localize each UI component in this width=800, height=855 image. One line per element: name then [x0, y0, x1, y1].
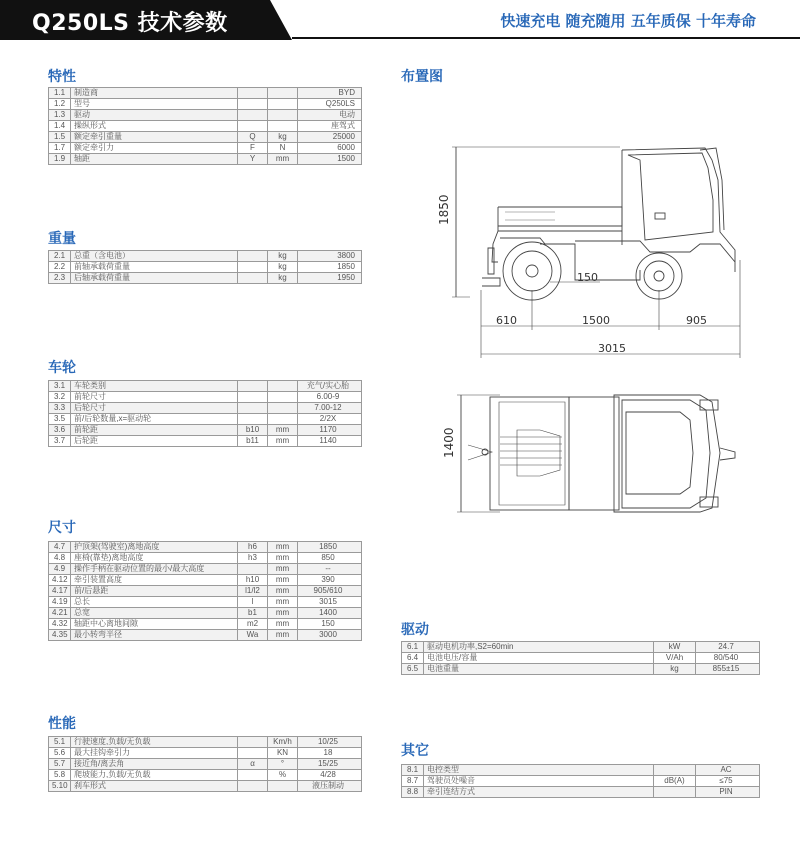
- table-row: [49, 608, 362, 619]
- page-title: Q250LS 技术参数: [32, 11, 228, 36]
- cell-name: 驱动电机功率,S2=60min: [424, 642, 654, 653]
- cell-sym: [238, 392, 268, 403]
- cell-name: 总重（含电池）: [71, 251, 238, 262]
- cell-unit: [654, 787, 696, 798]
- cell-sym: [238, 403, 268, 414]
- table-row: [402, 787, 760, 798]
- table-row: [49, 564, 362, 575]
- cell-name: 额定牵引重量: [71, 132, 238, 143]
- cell-name: 前轮距: [71, 425, 238, 436]
- cell-name: 电控类型: [424, 765, 654, 776]
- dim-wheelbase-label: 1500: [582, 314, 610, 327]
- cell-no: 1.7: [49, 143, 71, 154]
- table-row: [402, 642, 760, 653]
- table-row: [402, 664, 760, 675]
- cell-unit: mm: [268, 436, 298, 447]
- section-title-features: 特性: [48, 69, 76, 85]
- top-view-drawing: [440, 385, 760, 515]
- cell-name: 制造商: [71, 88, 238, 99]
- cell-val: 1170: [298, 425, 362, 436]
- cell-sym: h6: [238, 542, 268, 553]
- cell-val: 7.00-12: [298, 403, 362, 414]
- dim-length-label: 3015: [598, 342, 626, 355]
- cell-unit: [268, 781, 298, 792]
- cell-sym: [238, 737, 268, 748]
- cell-no: 5.6: [49, 748, 71, 759]
- dim-rear-overhang-label: 610: [496, 314, 517, 327]
- cell-no: 1.3: [49, 110, 71, 121]
- cell-unit: kg: [268, 132, 298, 143]
- cell-unit: [268, 381, 298, 392]
- cell-no: 2.2: [49, 262, 71, 273]
- performance-table: [48, 736, 362, 792]
- cell-no: 8.8: [402, 787, 424, 798]
- table-row: [49, 770, 362, 781]
- cell-name: 护顶架(驾驶室)离地高度: [71, 542, 238, 553]
- cell-sym: Wa: [238, 630, 268, 641]
- cell-unit: KN: [268, 748, 298, 759]
- cell-name: 后轮尺寸: [71, 403, 238, 414]
- cell-sym: h10: [238, 575, 268, 586]
- cell-name: 驾驶员处噪音: [424, 776, 654, 787]
- cell-name: 型号: [71, 99, 238, 110]
- table-row: [49, 132, 362, 143]
- cell-unit: mm: [268, 154, 298, 165]
- cell-val: 3015: [298, 597, 362, 608]
- cell-unit: [654, 765, 696, 776]
- cell-val: 3800: [298, 251, 362, 262]
- cell-no: 4.32: [49, 619, 71, 630]
- cell-unit: [268, 99, 298, 110]
- cell-no: 4.7: [49, 542, 71, 553]
- cell-val: PIN: [696, 787, 760, 798]
- cell-unit: dB(A): [654, 776, 696, 787]
- dim-height-label: 1850: [437, 194, 451, 225]
- cell-sym: [238, 748, 268, 759]
- cell-unit: [268, 414, 298, 425]
- cell-sym: Y: [238, 154, 268, 165]
- cell-name: 行驶速度,负载/无负载: [71, 737, 238, 748]
- section-title-wheels: 车轮: [48, 360, 76, 376]
- cell-sym: [238, 88, 268, 99]
- cell-unit: kg: [654, 664, 696, 675]
- table-row: [49, 251, 362, 262]
- cell-sym: [238, 414, 268, 425]
- table-row: [49, 597, 362, 608]
- cell-val: 电动: [298, 110, 362, 121]
- cell-val: 6.00-9: [298, 392, 362, 403]
- cell-no: 4.35: [49, 630, 71, 641]
- cell-no: 8.7: [402, 776, 424, 787]
- cell-val: Q250LS: [298, 99, 362, 110]
- table-row: [49, 759, 362, 770]
- cell-name: 刹车形式: [71, 781, 238, 792]
- cell-val: 座驾式: [298, 121, 362, 132]
- cell-val: 150: [298, 619, 362, 630]
- table-row: [49, 586, 362, 597]
- cell-no: 6.4: [402, 653, 424, 664]
- cell-name: 电池重量: [424, 664, 654, 675]
- cell-sym: b1: [238, 608, 268, 619]
- cell-val: 80/540: [696, 653, 760, 664]
- table-row: [402, 765, 760, 776]
- cell-unit: [268, 403, 298, 414]
- cell-name: 爬坡能力,负载/无负载: [71, 770, 238, 781]
- cell-no: 3.7: [49, 436, 71, 447]
- cell-name: 牵引装置高度: [71, 575, 238, 586]
- cell-unit: mm: [268, 608, 298, 619]
- cell-sym: [238, 121, 268, 132]
- cell-val: 4/28: [298, 770, 362, 781]
- cell-unit: kg: [268, 251, 298, 262]
- cell-name: 前/后轮数量,x=驱动轮: [71, 414, 238, 425]
- cell-name: 总长: [71, 597, 238, 608]
- section-title-layout: 布置图: [401, 69, 443, 85]
- cell-name: 操作手柄在驱动位置的最小/最大高度: [71, 564, 238, 575]
- dim-front-overhang-label: 905: [686, 314, 707, 327]
- cell-no: 4.17: [49, 586, 71, 597]
- cell-unit: Km/h: [268, 737, 298, 748]
- table-row: [49, 425, 362, 436]
- cell-val: 390: [298, 575, 362, 586]
- cell-sym: [238, 251, 268, 262]
- cell-val: ≤75: [696, 776, 760, 787]
- cell-val: 6000: [298, 143, 362, 154]
- cell-unit: mm: [268, 425, 298, 436]
- cell-no: 4.21: [49, 608, 71, 619]
- cell-sym: b11: [238, 436, 268, 447]
- table-row: [49, 88, 362, 99]
- wheels-table: [48, 380, 362, 447]
- dim-width-label: 1400: [442, 427, 456, 458]
- cell-no: 1.1: [49, 88, 71, 99]
- cell-sym: [238, 564, 268, 575]
- cell-no: 3.1: [49, 381, 71, 392]
- cell-no: 4.19: [49, 597, 71, 608]
- cell-name: 驱动: [71, 110, 238, 121]
- cell-no: 5.1: [49, 737, 71, 748]
- cell-no: 5.8: [49, 770, 71, 781]
- weight-table: [48, 250, 362, 284]
- cell-no: 5.10: [49, 781, 71, 792]
- other-table: [401, 764, 760, 798]
- cell-no: 4.12: [49, 575, 71, 586]
- cell-sym: [238, 99, 268, 110]
- cell-sym: α: [238, 759, 268, 770]
- cell-unit: kg: [268, 262, 298, 273]
- cell-sym: F: [238, 143, 268, 154]
- table-row: [402, 653, 760, 664]
- cell-sym: [238, 273, 268, 284]
- cell-val: 855±15: [696, 664, 760, 675]
- cell-sym: l1/l2: [238, 586, 268, 597]
- cell-val: 充气/实心胎: [298, 381, 362, 392]
- header-rule: [292, 37, 800, 39]
- cell-name: 前/后悬距: [71, 586, 238, 597]
- cell-no: 3.5: [49, 414, 71, 425]
- table-row: [49, 121, 362, 132]
- table-row: [49, 273, 362, 284]
- cell-val: --: [298, 564, 362, 575]
- cell-val: 2/2X: [298, 414, 362, 425]
- cell-name: 前轮尺寸: [71, 392, 238, 403]
- cell-name: 轴距中心离地间隙: [71, 619, 238, 630]
- cell-no: 3.2: [49, 392, 71, 403]
- cell-no: 4.9: [49, 564, 71, 575]
- page-header: [0, 0, 800, 40]
- cell-unit: [268, 88, 298, 99]
- features-table: [48, 87, 362, 165]
- cell-no: 6.1: [402, 642, 424, 653]
- cell-no: 6.5: [402, 664, 424, 675]
- dim-clearance-label: 150: [577, 271, 598, 284]
- cell-name: 后轴承载荷重量: [71, 273, 238, 284]
- slogan: 快速充电 随充随用 五年质保 十年寿命: [500, 12, 756, 30]
- table-row: [49, 110, 362, 121]
- cell-no: 1.2: [49, 99, 71, 110]
- cell-no: 2.3: [49, 273, 71, 284]
- cell-no: 3.3: [49, 403, 71, 414]
- cell-unit: °: [268, 759, 298, 770]
- table-row: [49, 542, 362, 553]
- cell-name: 牵引连结方式: [424, 787, 654, 798]
- table-row: [49, 392, 362, 403]
- cell-val: 3000: [298, 630, 362, 641]
- cell-val: 18: [298, 748, 362, 759]
- cell-sym: l: [238, 597, 268, 608]
- cell-unit: N: [268, 143, 298, 154]
- cell-val: 905/610: [298, 586, 362, 597]
- cell-val: BYD: [298, 88, 362, 99]
- cell-unit: mm: [268, 564, 298, 575]
- section-title-drive: 驱动: [401, 622, 429, 638]
- cell-no: 1.9: [49, 154, 71, 165]
- table-row: [49, 154, 362, 165]
- table-row: [49, 143, 362, 154]
- cell-unit: %: [268, 770, 298, 781]
- cell-unit: mm: [268, 553, 298, 564]
- cell-unit: [268, 110, 298, 121]
- section-title-dimensions: 尺寸: [48, 520, 76, 536]
- cell-unit: [268, 392, 298, 403]
- cell-sym: [238, 381, 268, 392]
- cell-val: 1950: [298, 273, 362, 284]
- cell-sym: [238, 262, 268, 273]
- cell-name: 前轴承载荷重量: [71, 262, 238, 273]
- table-row: [49, 737, 362, 748]
- cell-val: 850: [298, 553, 362, 564]
- cell-unit: kg: [268, 273, 298, 284]
- cell-no: 3.6: [49, 425, 71, 436]
- table-row: [49, 619, 362, 630]
- cell-no: 1.4: [49, 121, 71, 132]
- cell-unit: [268, 121, 298, 132]
- table-row: [49, 436, 362, 447]
- table-row: [49, 553, 362, 564]
- cell-name: 额定牵引力: [71, 143, 238, 154]
- dimensions-table: [48, 541, 362, 641]
- cell-unit: mm: [268, 630, 298, 641]
- table-row: [49, 414, 362, 425]
- table-row: [49, 381, 362, 392]
- cell-val: 1850: [298, 262, 362, 273]
- cell-no: 4.8: [49, 553, 71, 564]
- table-row: [49, 99, 362, 110]
- cell-no: 5.7: [49, 759, 71, 770]
- table-row: [402, 776, 760, 787]
- cell-name: 轴距: [71, 154, 238, 165]
- cell-val: 1500: [298, 154, 362, 165]
- cell-val: 液压制动: [298, 781, 362, 792]
- cell-name: 操纵形式: [71, 121, 238, 132]
- table-row: [49, 403, 362, 414]
- cell-val: 25000: [298, 132, 362, 143]
- cell-val: 24.7: [696, 642, 760, 653]
- table-row: [49, 748, 362, 759]
- table-row: [49, 575, 362, 586]
- drive-table: [401, 641, 760, 675]
- cell-sym: Q: [238, 132, 268, 143]
- table-row: [49, 262, 362, 273]
- section-title-other: 其它: [401, 743, 429, 759]
- cell-val: 1850: [298, 542, 362, 553]
- cell-unit: mm: [268, 586, 298, 597]
- cell-name: 座椅(靠垫)离地高度: [71, 553, 238, 564]
- cell-name: 电池电压/容量: [424, 653, 654, 664]
- cell-name: 后轮距: [71, 436, 238, 447]
- section-title-weight: 重量: [48, 231, 76, 247]
- cell-val: 10/25: [298, 737, 362, 748]
- cell-unit: V/Ah: [654, 653, 696, 664]
- cell-sym: [238, 781, 268, 792]
- cell-name: 总宽: [71, 608, 238, 619]
- cell-val: 15/25: [298, 759, 362, 770]
- cell-no: 2.1: [49, 251, 71, 262]
- cell-unit: mm: [268, 619, 298, 630]
- cell-sym: b10: [238, 425, 268, 436]
- side-view-drawing: [437, 140, 760, 365]
- cell-unit: mm: [268, 575, 298, 586]
- cell-unit: mm: [268, 542, 298, 553]
- cell-unit: mm: [268, 597, 298, 608]
- cell-val: 1400: [298, 608, 362, 619]
- cell-sym: h3: [238, 553, 268, 564]
- cell-sym: m2: [238, 619, 268, 630]
- cell-no: 8.1: [402, 765, 424, 776]
- cell-name: 最小转弯半径: [71, 630, 238, 641]
- cell-val: 1140: [298, 436, 362, 447]
- section-title-performance: 性能: [48, 716, 76, 732]
- cell-no: 1.5: [49, 132, 71, 143]
- cell-name: 最大挂钩牵引力: [71, 748, 238, 759]
- cell-sym: [238, 110, 268, 121]
- table-row: [49, 781, 362, 792]
- cell-name: 接近角/离去角: [71, 759, 238, 770]
- table-row: [49, 630, 362, 641]
- cell-sym: [238, 770, 268, 781]
- cell-unit: kW: [654, 642, 696, 653]
- cell-name: 车轮类别: [71, 381, 238, 392]
- cell-val: AC: [696, 765, 760, 776]
